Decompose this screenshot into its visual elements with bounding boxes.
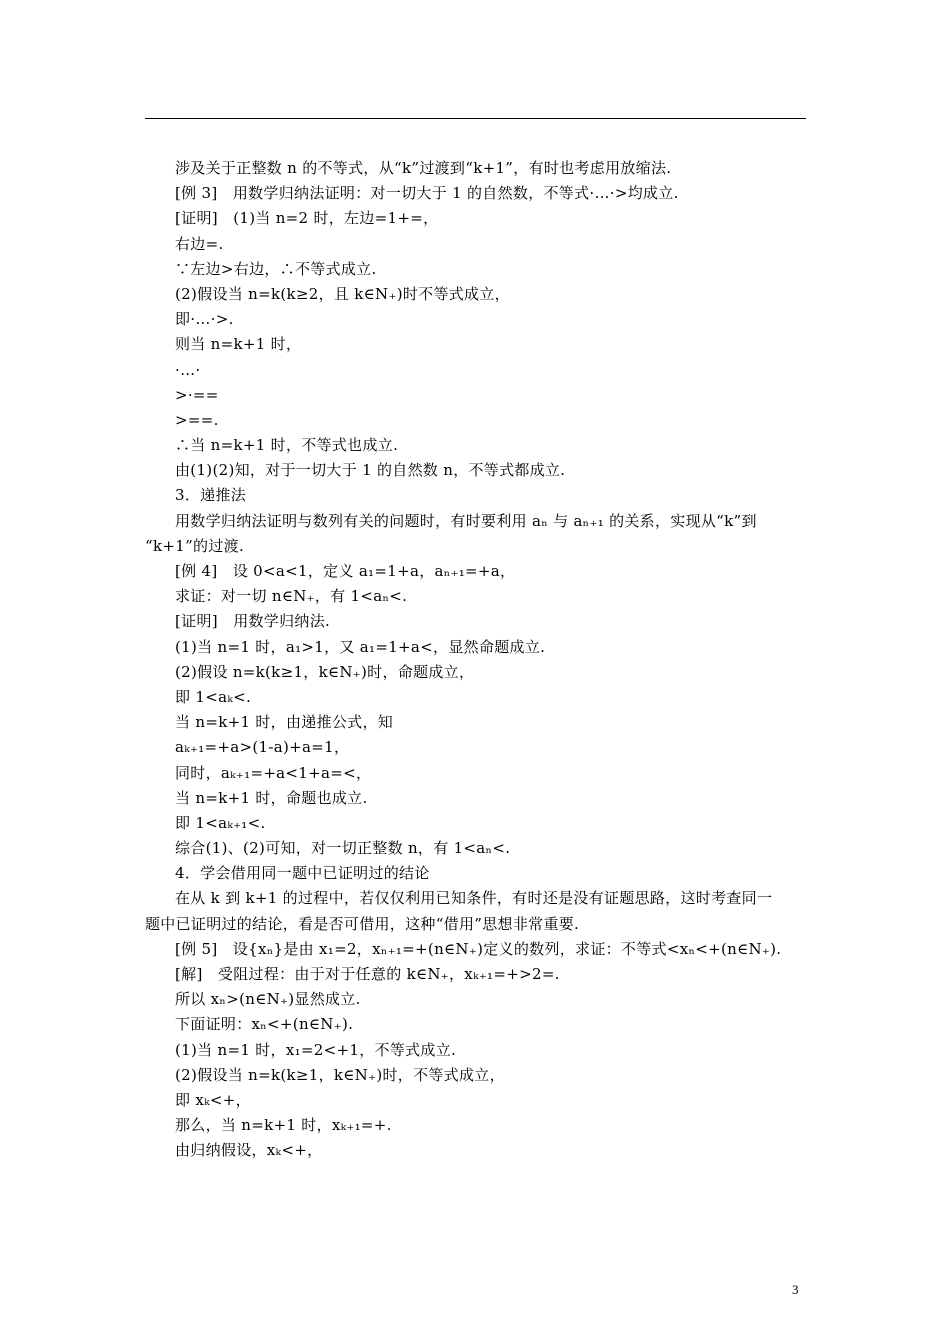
text-line: “k+1”的过渡. [145,536,245,555]
text-line: 3．递推法 [175,486,247,505]
text-line: 所以 xₙ>(n∈N₊)显然成立. [175,990,361,1009]
text-line: (2)假设当 n=k(k≥1，k∈N₊)时，不等式成立， [175,1065,505,1084]
text-line: [解] 受阻过程：由于对于任意的 k∈N₊，xₖ₊₁=+>2=. [175,965,560,983]
text-line: 当 n=k+1 时，命题也成立. [175,788,368,807]
text-line: 当 n=k+1 时，由递推公式，知 [175,713,394,732]
text-line: 则当 n=k+1 时， [175,335,302,354]
text-line: (2)假设 n=k(k≥1，k∈N₊)时，命题成立， [175,662,475,681]
text-line: 用数学归纳法证明与数列有关的问题时，有时要利用 aₙ 与 aₙ₊₁ 的关系，实现从“k”到 [175,511,757,530]
text-line: 题中已证明过的结论，看是否可借用，这种“借用”思想非常重要. [145,914,580,933]
text-line: 综合(1)、(2)可知，对一切正整数 n，有 1<aₙ<. [175,839,511,858]
text-line: (1)当 n=1 时，a₁>1，又 a₁=1+a<，显然命题成立. [175,637,546,656]
text-line: 即 1<aₖ<. [175,687,252,706]
text-line: (1)当 n=1 时，x₁=2<+1，不等式成立. [175,1040,457,1059]
text-line: 由归纳假设，xₖ<+， [175,1141,323,1160]
text-line: 下面证明：xₙ<+(n∈N₊). [175,1015,354,1034]
text-line: 即 1<aₖ₊₁<. [175,813,266,832]
text-line: [例 3] 用数学归纳法证明：对一切大于 1 的自然数，不等式·…·>均成立. [175,184,679,203]
text-line: 在从 k 到 k+1 的过程中，若仅仅利用已知条件，有时还是没有证题思路，这时考查同一 [175,889,773,908]
text-line: ∵左边>右边，∴不等式成立. [175,259,377,278]
text-line: 由(1)(2)知，对于一切大于 1 的自然数 n，不等式都成立. [175,461,566,480]
text-line: 那么，当 n=k+1 时，xₖ₊₁=+. [175,1116,392,1135]
header-rule [145,118,806,119]
text-line: [例 4] 设 0<a<1，定义 a₁=1+a，aₙ₊₁=+a， [175,562,516,580]
text-line: 涉及关于正整数 n 的不等式，从“k”过渡到“k+1”，有时也考虑用放缩法. [175,159,672,177]
text-line: >·== [175,385,219,404]
text-line: 右边=. [175,234,224,253]
text-line: [例 5] 设{xₙ}是由 x₁=2，xₙ₊₁=+(n∈N₊)定义的数列，求证：不等式<xₙ<+(n∈N₊). [175,939,782,958]
text-line: 即 xₖ<+， [175,1090,251,1109]
text-line: [证明] 用数学归纳法. [175,612,331,631]
text-line: ∴当 n=k+1 时，不等式也成立. [175,436,399,455]
document-body [145,156,806,1164]
text-line: ·…· [175,360,201,379]
text-line: 同时，aₖ₊₁=+a<1+a=<， [175,763,372,782]
text-line: 4．学会借用同一题中已证明过的结论 [175,864,430,883]
text-line: (2)假设当 n=k(k≥2，且 k∈N₊)时不等式成立， [175,284,510,303]
text-line: 即·…·>. [175,310,234,329]
text-line: >==. [175,410,219,429]
page-number: 3 [792,1282,799,1297]
text-line: [证明] (1)当 n=2 时，左边=1+=， [175,209,439,228]
text-line: aₖ₊₁=+a>(1-a)+a=1， [175,738,350,757]
text-line: 求证：对一切 n∈N₊，有 1<aₙ<. [175,587,408,606]
